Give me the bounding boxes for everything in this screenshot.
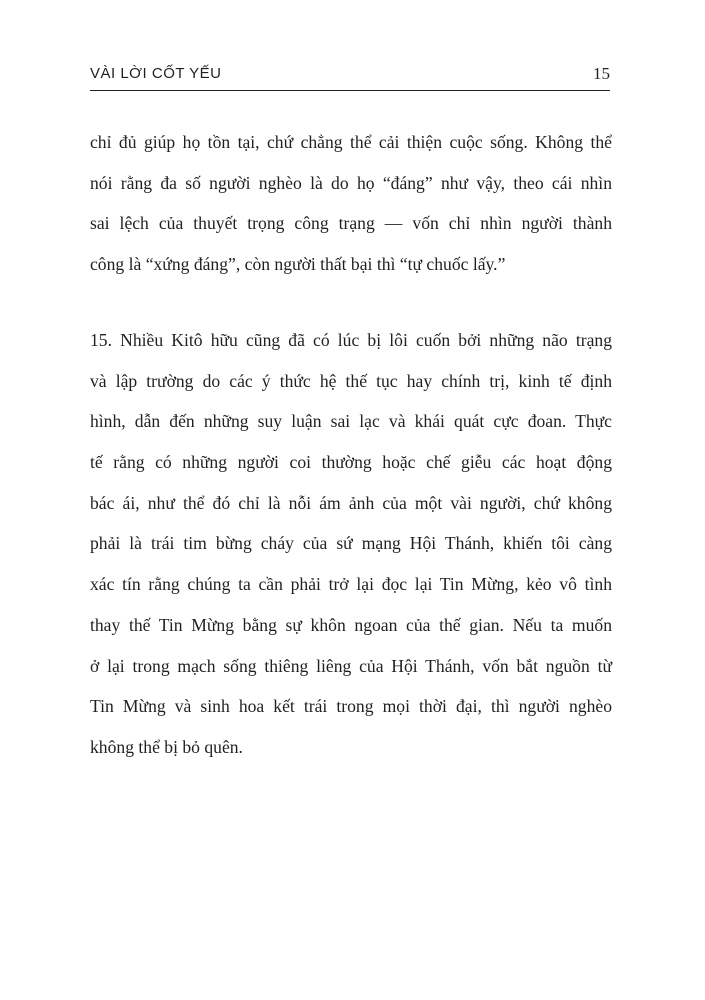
- text-line: tế rằng có những người coi thường hoặc chế giễu các hoạt động: [90, 452, 612, 473]
- paragraph-1: [90, 122, 612, 285]
- text-line: bác ái, như thể đó chỉ là nỗi ám ảnh của một vài người, chứ không: [90, 492, 612, 513]
- paragraph-15: [90, 320, 612, 768]
- text-line: nói rằng đa số người nghèo là do họ “đáng” như vậy, theo cái nhìn: [90, 172, 612, 193]
- running-header: [90, 62, 610, 91]
- text-line: Tin Mừng và sinh hoa kết trái trong mọi thời đại, thì người nghèo: [90, 696, 612, 717]
- text-line: không thể bị bỏ quên.: [90, 736, 243, 757]
- text-line: thay thế Tin Mừng bằng sự khôn ngoan của thế gian. Nếu ta muốn: [90, 614, 612, 635]
- text-line: xác tín rằng chúng ta cần phải trở lại đọc lại Tin Mừng, kẻo vô tình: [90, 574, 612, 595]
- text-line: và lập trường do các ý thức hệ thế tục hay chính trị, kinh tế định: [90, 370, 612, 391]
- text-line: chỉ đủ giúp họ tồn tại, chứ chẳng thể cải thiện cuộc sống. Không thể: [90, 132, 612, 152]
- text-line: phải là trái tim bừng cháy của sứ mạng Hội Thánh, khiến tôi càng: [90, 533, 612, 554]
- text-line: ở lại trong mạch sống thiêng liêng của Hội Thánh, vốn bắt nguồn từ: [90, 655, 612, 676]
- page-number: 15: [593, 64, 610, 83]
- chapter-title: VÀI LỜI CỐT YẾU: [90, 65, 222, 82]
- text-line: công là “xứng đáng”, còn người thất bại thì “tự chuốc lấy.”: [90, 254, 506, 275]
- text-line: sai lệch của thuyết trọng công trạng — vốn chỉ nhìn người thành: [90, 213, 612, 234]
- text-line: hình, dẫn đến những suy luận sai lạc và khái quát cực đoan. Thực: [90, 411, 612, 432]
- text-line: 15. Nhiều Kitô hữu cũng đã có lúc bị lôi cuốn bởi những não trạng: [90, 330, 612, 350]
